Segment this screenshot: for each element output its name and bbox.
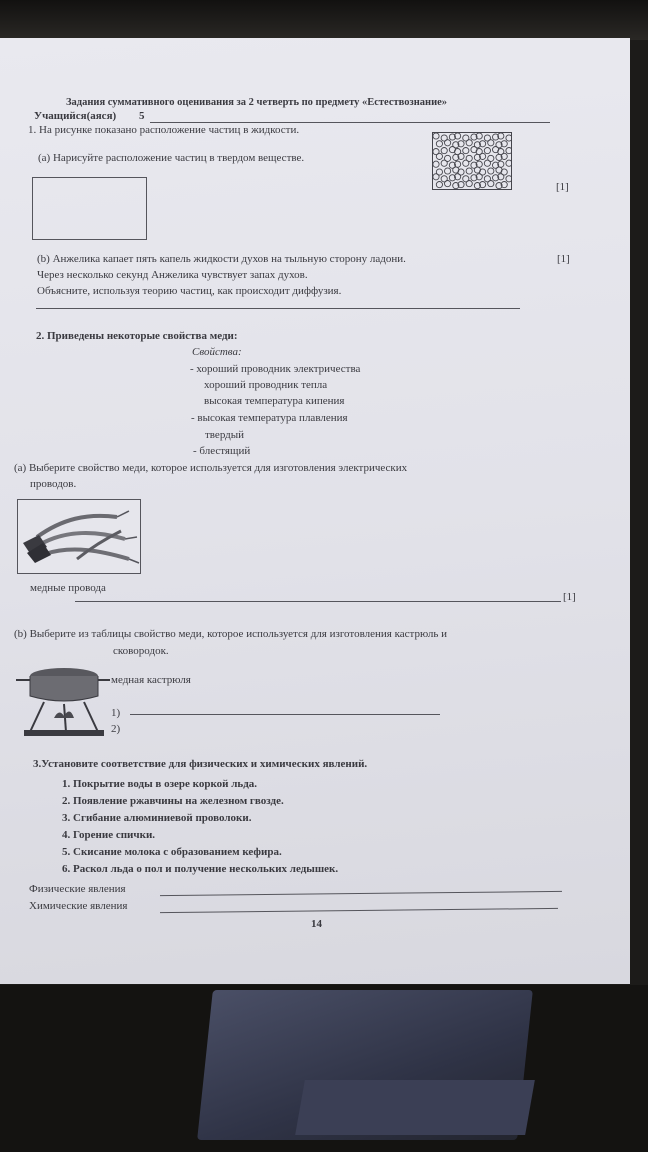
q1b-text-2: Через несколько секунд Анжелика чувствует запах духов. — [37, 269, 308, 281]
q2a-text-2: проводов. — [30, 478, 77, 490]
chemical-phenomena-label: Химические явления — [29, 900, 128, 912]
liquid-particles-figure — [432, 132, 512, 190]
q2b-answer-2-label: 2) — [111, 723, 121, 735]
particle — [436, 182, 442, 188]
q2-property-4: - высокая температура плавления — [191, 412, 348, 424]
particle — [441, 160, 447, 166]
student-name-line[interactable] — [150, 122, 550, 123]
particle — [433, 133, 439, 139]
q3-item-4: 4. Горение спички. — [62, 829, 156, 841]
particle — [441, 148, 447, 154]
particle — [466, 168, 472, 174]
particle — [484, 148, 490, 154]
q3-title: 3.Установите соответствие для физических и химических явлений. — [33, 758, 368, 770]
q2a-text-1: (a) Выберите свойство меди, которое используется для изготовления электрических — [14, 462, 408, 474]
worksheet-page — [0, 38, 630, 984]
copper-pot-image — [14, 662, 110, 740]
particle — [463, 148, 469, 154]
particle — [433, 174, 439, 180]
particle — [466, 181, 472, 187]
page-number: 14 — [311, 918, 322, 930]
q1b-text-1: (b) Анжелика капает пять капель жидкости духов на тыльную сторону ладони. — [37, 253, 406, 265]
physical-phenomena-label: Физические явления — [29, 883, 126, 895]
q3-item-2: 2. Появление ржавчины на железном гвозде. — [62, 795, 284, 807]
pot-caption: медная кастрюля — [111, 674, 191, 686]
particle — [488, 181, 494, 187]
q3-item-6: 6. Раскол льда о пол и получение нескольких ледышек. — [62, 863, 339, 875]
q3-item-1: 1. Покрытие воды в озере коркой льда. — [62, 778, 258, 790]
q1-title: 1. На рисунке показано расположение частиц в жидкости. — [28, 124, 300, 136]
q1a-score: [1] — [556, 181, 569, 193]
particle — [445, 140, 451, 146]
worksheet-title: Задания суммативного оценивания за 2 четверть по предмету «Естествознание» — [66, 97, 448, 108]
student-label: Учащийся(аяся) — [34, 110, 117, 122]
q1a-text: (a) Нарисуйте расположение частиц в твердом веществе. — [38, 152, 305, 164]
q2-property-2: хороший проводник тепла — [204, 379, 328, 391]
q2b-text-1: (b) Выберите из таблицы свойство меди, которое используется для изготовления кастрюль и — [14, 628, 448, 640]
grade-number: 5 — [139, 110, 145, 122]
q2-title: 2. Приведены некоторые свойства меди: — [36, 330, 238, 342]
particle — [433, 161, 439, 167]
particle — [466, 140, 472, 146]
underlying-sheet-edge — [295, 1080, 535, 1135]
q2a-answer-line[interactable] — [75, 601, 561, 602]
background-top — [0, 0, 648, 40]
particle — [445, 181, 451, 187]
q1b-text-3: Объясните, используя теорию частиц, как происходит диффузия. — [37, 285, 342, 297]
chemical-phenomena-line[interactable] — [160, 908, 558, 913]
q1b-score: [1] — [557, 253, 570, 265]
particle — [436, 141, 442, 147]
particle — [445, 168, 451, 174]
q2a-score: [1] — [563, 591, 576, 603]
wires-caption: медные провода — [30, 582, 106, 594]
particle — [488, 140, 494, 146]
q2-property-3: высокая температура кипения — [204, 395, 345, 407]
q2b-text-2: сковородок. — [113, 645, 169, 657]
q3-item-3: 3. Сгибание алюминиевой проволоки. — [62, 812, 252, 824]
q1b-answer-line[interactable] — [36, 308, 520, 309]
copper-wires-image — [17, 499, 141, 574]
physical-phenomena-line[interactable] — [160, 891, 562, 896]
particle — [436, 153, 442, 159]
q2-properties-heading: Свойства: — [192, 346, 242, 358]
q1a-drawing-box[interactable] — [32, 177, 147, 240]
q2b-answer-1-label: 1) — [111, 707, 121, 719]
q2-property-6: - блестящий — [193, 445, 251, 457]
particle — [488, 168, 494, 174]
particle — [463, 160, 469, 166]
q2b-answer-1-line[interactable] — [130, 714, 440, 715]
q3-item-5: 5. Скисание молока с образованием кефира. — [62, 846, 282, 858]
particle — [484, 160, 490, 166]
q2-property-1: - хороший проводник электричества — [190, 363, 361, 375]
q2-property-5: твердый — [205, 429, 245, 441]
